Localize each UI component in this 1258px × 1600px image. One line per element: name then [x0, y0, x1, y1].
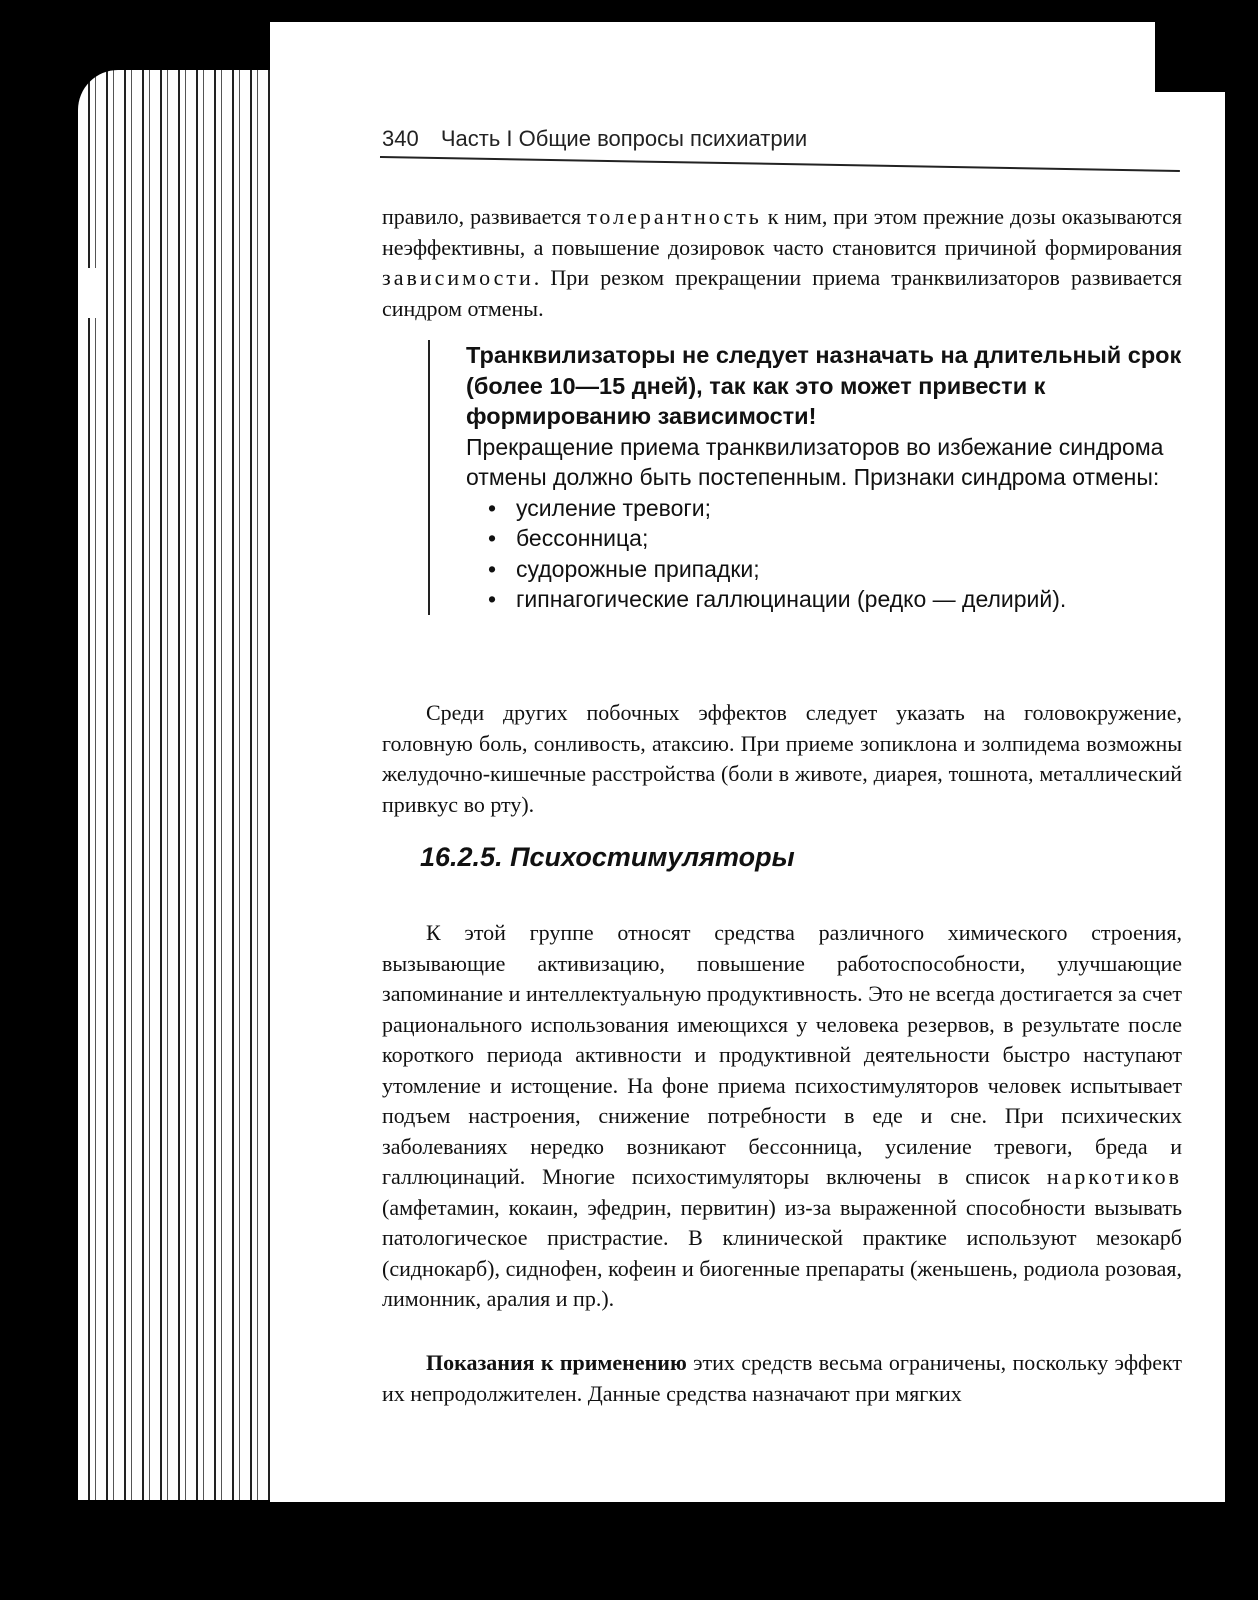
indications-label: Показания к применению: [426, 1350, 687, 1375]
paragraph-psychostimulants: К этой группе относят средства различного химического строения, вызывающие активизацию, повышение работоспособности, улучшающие запоминание и интеллектуальную продуктивность. Это не всегда достигается за счет рационального использования имеющихся у человека резервов, в результате после короткого периода активности и продуктивной деятельности быстро наступают утомление и истощение. На фоне приема психостимуляторов человек испытывает подъем настроения, снижение потребности в еде и сне. При психических заболеваниях нередко возникают бессонница, усиление тревоги, бреда и галлюцинаций. Многие психостимуляторы включены в список наркотиков (амфетамин, кокаин, эфедрин, первитин) из-за выраженной способности вызывать патологическое пристрастие. В клинической практике используют мезокарб (сиднокарб), сиднофен, кофеин и биогенные препараты (женьшень, родиола розовая, лимонник, аралия и пр.).: [382, 920, 1182, 1311]
warning-note: [428, 340, 1206, 615]
page-corner-shadow: [1155, 22, 1225, 92]
note-text: Прекращение приема транквилизаторов во избежание синдрома отмены должно быть постепенным. Признаки синдрома отмены:: [466, 433, 1164, 490]
running-title: Часть I Общие вопросы психиатрии: [440, 126, 808, 151]
list-item: • гипнагогические галлюцинации (редко — делирий).: [488, 584, 1206, 615]
emphasis-dependence: зависимости: [382, 265, 534, 290]
withdrawal-signs-list: [466, 493, 1206, 615]
emphasis-narcotics: наркотиков: [1046, 1164, 1182, 1189]
page-number: 340: [382, 126, 419, 151]
list-item: • бессонница;: [488, 523, 1206, 554]
section-heading: 16.2.5. Психостимуляторы: [420, 842, 795, 872]
running-header: [382, 126, 1172, 152]
list-item: • усиление тревоги;: [488, 493, 1206, 524]
page-edges: [78, 70, 283, 1500]
paragraph-indications: Показания к применению этих средств весьма ограничены, поскольку эффект их непродолжителен. Данные средства назначают при мягких: [382, 1350, 1182, 1406]
paragraph-side-effects: Среди других побочных эффектов следует указать на головокружение, головную боль, сонливость, атаксию. При приеме зопиклона и золпидема возможны желудочно-кишечные расстройства (боли в животе, диарея, тошнота, металлический привкус во рту).: [382, 700, 1182, 817]
list-item: • судорожные припадки;: [488, 554, 1206, 585]
paragraph-tolerance: правило, развивается толерантность к ним, при этом прежние дозы оказываются неэффективны, а повышение дозировок часто становится причиной формирования зависимости. При резком прекращении приема транквилизаторов развивается синдром отмены.: [382, 204, 1182, 321]
emphasis-tolerance: толерантность: [587, 204, 762, 229]
page-edge-marker: [78, 268, 100, 318]
warning-text: Транквилизаторы не следует назначать на длительный срок (более 10—15 дней), так как это может привести к формированию зависимости!: [466, 342, 1182, 429]
